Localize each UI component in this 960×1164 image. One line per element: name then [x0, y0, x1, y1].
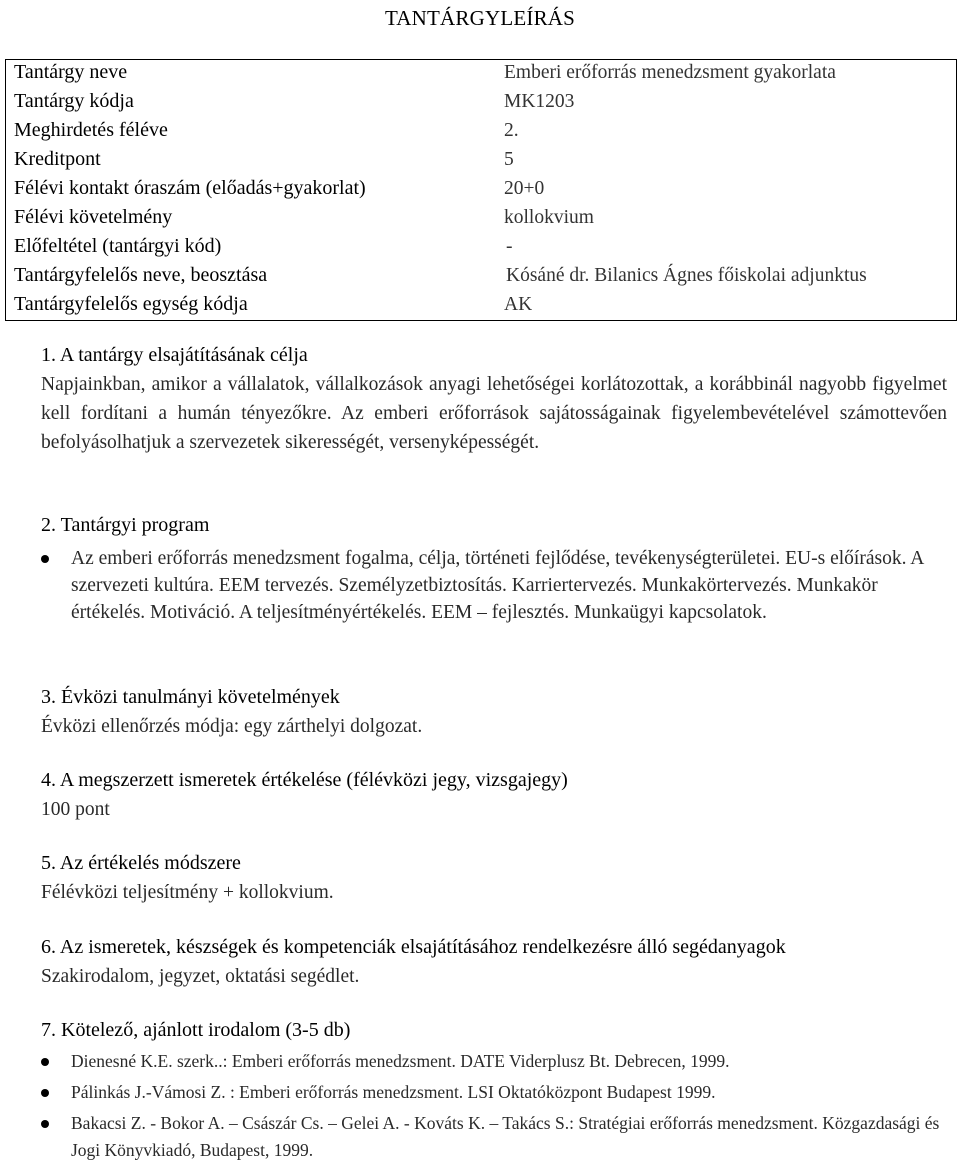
bullet-icon — [41, 555, 49, 563]
info-value: 5 — [504, 149, 514, 170]
info-label: Tantárgyfelelős egység kódja — [14, 293, 248, 315]
info-value: MK1203 — [504, 91, 575, 112]
info-row-course-name — [6, 60, 956, 89]
section-method — [41, 848, 947, 907]
info-value: kollokvium — [504, 207, 594, 228]
bullet-icon — [41, 1058, 49, 1066]
info-row-credits — [6, 147, 956, 176]
info-row-unit-code — [6, 292, 956, 321]
bullet-icon — [41, 1120, 49, 1128]
course-info-table — [5, 59, 957, 321]
info-label: Félévi követelmény — [14, 206, 173, 228]
info-label: Félévi kontakt óraszám (előadás+gyakorlat) — [14, 177, 366, 199]
section-heading: 7. Kötelező, ajánlott irodalom (3-5 db) — [41, 1019, 351, 1041]
section-text: Évközi ellenőrzés módja: egy zárthelyi dolgozat. — [41, 716, 423, 737]
info-value: Emberi erőforrás menedzsment gyakorlata — [504, 62, 836, 83]
info-row-prerequisite — [6, 234, 956, 263]
section-materials — [41, 932, 947, 991]
list-item-text: Pálinkás J.-Vámosi Z. : Emberi erőforrás menedzsment. LSI Oktatóközpont Budapest 1999. — [71, 1082, 716, 1102]
list-item-text: Dienesné K.E. szerk..: Emberi erőforrás menedzsment. DATE Viderplusz Bt. Debrecen, 1999. — [71, 1051, 730, 1071]
section-text: Napjainkban, amikor a vállalatok, vállalkozások anyagi lehetőségei korlátozottak, a korábbinál nagyobb figyelmet kell fordítani a humán tényezőkre. Az emberi erőforrások sajátosságainak figyelembevételével számottevően befolyásolhatjuk a szervezetek sikerességét, versenyképességét. — [41, 374, 947, 453]
section-goal — [41, 340, 947, 457]
list-item-text: Az emberi erőforrás menedzsment fogalma, célja, történeti fejlődése, tevékenységterületei. EU-s előírások. A szervezeti kultúra. EEM tervezés. Személyzetbiztosítás. Karriertervezés. Munkakörtervezés. Munkakör értékelés. Motiváció. A teljesítményértékelés. EEM – fejlesztés. Munkaügyi kapcsolatok. — [71, 548, 924, 623]
info-row-responsible — [6, 263, 956, 292]
section-text: Félévközi teljesítmény + kollokvium. — [41, 882, 334, 903]
section-requirements — [41, 682, 947, 741]
section-heading: 6. Az ismeretek, készségek és kompetenciák elsajátításához rendelkezésre álló segédanyagok — [41, 936, 786, 958]
list-item — [41, 545, 951, 626]
section-text: 100 pont — [41, 799, 110, 820]
literature-list — [41, 1048, 951, 1164]
info-value: - — [506, 236, 513, 257]
list-item — [41, 1079, 951, 1106]
bullet-icon — [41, 1089, 49, 1097]
info-value: Kósáné dr. Bilanics Ágnes főiskolai adjunktus — [506, 265, 867, 286]
section-literature — [41, 1015, 947, 1045]
info-row-course-code — [6, 89, 956, 118]
section-heading: 4. A megszerzett ismeretek értékelése (félévközi jegy, vizsgajegy) — [41, 769, 568, 791]
info-label: Kreditpont — [14, 148, 101, 170]
list-item-text: Bakacsi Z. - Bokor A. – Császár Cs. – Gelei A. - Kováts K. – Takács S.: Stratégiai erőforrás menedzsment. Közgazdasági és Jogi Könyvkiadó, Budapest, 1999. — [71, 1113, 940, 1160]
info-value: 2. — [504, 120, 519, 141]
section-heading: 2. Tantárgyi program — [41, 514, 210, 536]
list-item — [41, 1048, 951, 1075]
info-label: Tantárgyfelelős neve, beosztása — [14, 264, 268, 286]
info-label: Tantárgy kódja — [14, 90, 134, 112]
section-heading: 5. Az értékelés módszere — [41, 852, 241, 874]
info-row-semester — [6, 118, 956, 147]
list-item — [41, 1110, 951, 1164]
info-row-requirement — [6, 205, 956, 234]
info-value: 20+0 — [504, 178, 545, 199]
info-label: Tantárgy neve — [14, 61, 128, 83]
program-list — [41, 545, 951, 626]
info-label: Előfeltétel (tantárgyi kód) — [14, 235, 222, 257]
section-assessment — [41, 765, 947, 824]
section-text: Szakirodalom, jegyzet, oktatási segédlet. — [41, 966, 360, 987]
info-value: AK — [504, 294, 533, 315]
section-program — [41, 510, 947, 540]
info-label: Meghirdetés féléve — [14, 119, 168, 141]
section-heading: 3. Évközi tanulmányi követelmények — [41, 686, 340, 708]
section-heading: 1. A tantárgy elsajátításának célja — [41, 344, 308, 366]
info-row-contact-hours — [6, 176, 956, 205]
document-title: TANTÁRGYLEÍRÁS — [384, 6, 576, 30]
